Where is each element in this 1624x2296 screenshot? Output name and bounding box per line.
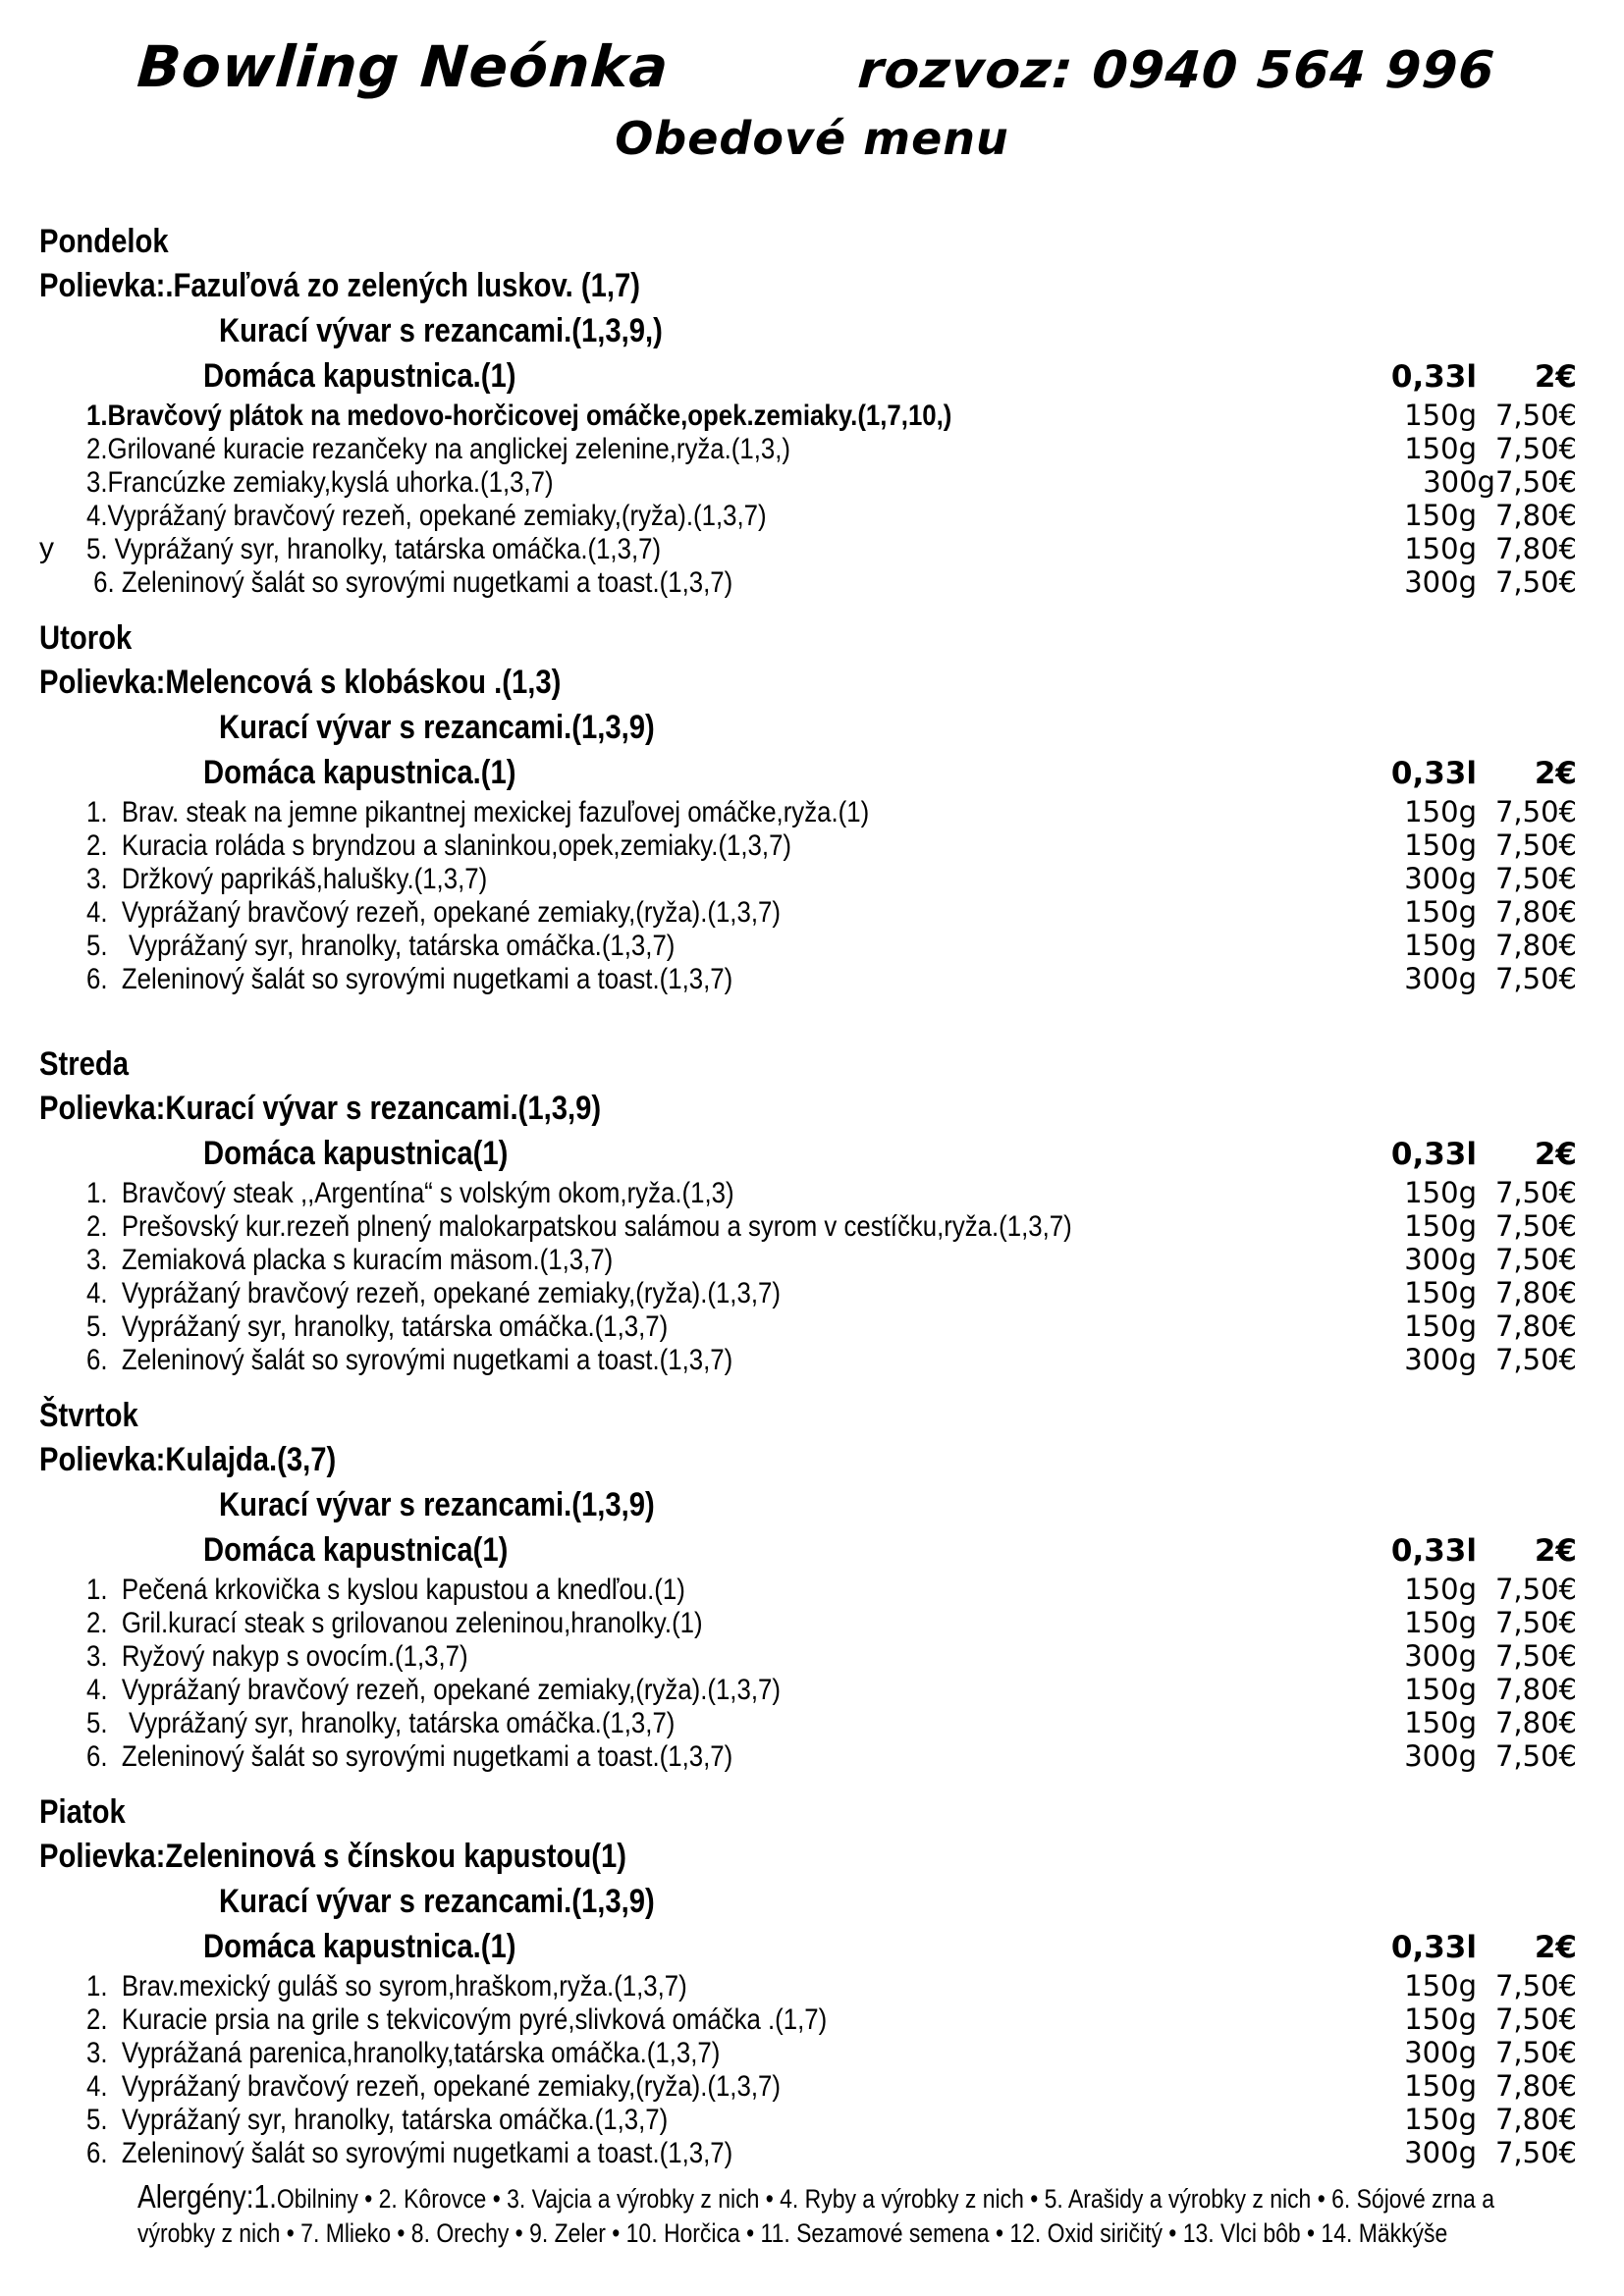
item-weight: 300g	[1423, 465, 1495, 499]
item-price: 7,50€	[1494, 565, 1577, 599]
item-text: 1.Bravčový plátok na medovo-horčicovej omáčke,opek.zemiaky.(1,7,10,)	[86, 400, 952, 432]
item-text: 3. Zemiaková placka s kuracím mäsom.(1,3,7)	[86, 1244, 614, 1276]
price-block	[1382, 1343, 1577, 1376]
item-price: 7,50€	[1494, 962, 1577, 995]
price-block	[1382, 962, 1577, 995]
price-block	[1382, 1132, 1577, 1177]
item-price: 7,50€	[1494, 862, 1577, 895]
item-price: 7,80€	[1494, 895, 1577, 929]
menu-title: Obedové menu	[615, 112, 1009, 165]
soup-price: 2€	[1534, 359, 1577, 395]
item-weight: 150g	[1404, 1309, 1477, 1343]
item-text: 1. Brav.mexický guláš so syrom,hraškom,ryža.(1,3,7)	[86, 1970, 687, 2002]
price-block	[1382, 828, 1577, 862]
soup-line	[39, 308, 1577, 353]
price-block	[1382, 1639, 1577, 1673]
menu-item	[39, 795, 1577, 828]
item-price: 7,80€	[1494, 2103, 1577, 2136]
item-weight: 150g	[1404, 2103, 1477, 2136]
item-price: 7,80€	[1494, 1309, 1577, 1343]
soup-volume: 0,33l	[1390, 359, 1477, 395]
soup-line	[39, 1086, 1577, 1131]
soup-name: Domáca kapustnica.(1)	[203, 357, 516, 395]
restaurant-name: Bowling Neónka	[135, 33, 672, 100]
menu-item	[39, 962, 1577, 995]
item-text: 5. Vyprážaný syr, hranolky, tatárska omáčka.(1,3,7)	[86, 1310, 669, 1343]
item-text: 4. Vyprážaný bravčový rezeň, opekané zemiaky,(ryža).(1,3,7)	[86, 896, 781, 929]
item-text: 2. Kuracia roláda s bryndzou a slaninkou,opek,zemiaky.(1,3,7)	[86, 829, 792, 862]
price-block	[1382, 2103, 1577, 2136]
soup-volume: 0,33l	[1390, 1533, 1477, 1569]
price-block	[1382, 862, 1577, 895]
soup-name: Polievka:.Fazuľová zo zelených luskov. (1,7)	[39, 267, 640, 304]
day-section-piatok	[39, 1790, 1577, 2169]
item-price: 7,50€	[1494, 2036, 1577, 2069]
item-price: 7,80€	[1494, 1706, 1577, 1739]
item-weight: 150g	[1404, 795, 1477, 828]
menu-item	[39, 1739, 1577, 1773]
soup-price: 2€	[1534, 1533, 1577, 1569]
menu-item	[39, 532, 1577, 565]
menu-item	[39, 1176, 1577, 1209]
item-price: 7,50€	[1494, 795, 1577, 828]
soup-name: Domáca kapustnica(1)	[203, 1531, 509, 1569]
item-weight: 300g	[1404, 962, 1477, 995]
price-block	[1382, 1925, 1577, 1970]
day-heading	[39, 220, 1577, 263]
item-weight: 300g	[1404, 1343, 1477, 1376]
item-price: 7,50€	[1494, 1243, 1577, 1276]
price-block	[1382, 1969, 1577, 2002]
item-text: 5. Vyprážaný syr, hranolky, tatárska omáčka.(1,3,7)	[86, 533, 662, 565]
price-block	[1382, 1528, 1577, 1574]
allergens-text	[137, 2179, 1556, 2251]
soup-name: Kurací vývar s rezancami.(1,3,9)	[219, 1883, 655, 1920]
menu-item	[39, 1969, 1577, 2002]
soup-line	[39, 353, 1577, 399]
menu-item	[39, 1673, 1577, 1706]
soup-line	[39, 1437, 1577, 1482]
item-price: 7,50€	[1494, 1176, 1577, 1209]
price-block	[1382, 532, 1577, 565]
soup-price: 2€	[1534, 756, 1577, 791]
item-price: 7,50€	[1494, 1606, 1577, 1639]
price-block	[1382, 2036, 1577, 2069]
item-text: 4. Vyprážaný bravčový rezeň, opekané zemiaky,(ryža).(1,3,7)	[86, 1674, 781, 1706]
price-block	[1382, 399, 1577, 432]
item-weight: 150g	[1404, 1969, 1477, 2002]
day-heading	[39, 1790, 1577, 1834]
soup-name: Domáca kapustnica.(1)	[203, 1928, 516, 1965]
item-text: 4. Vyprážaný bravčový rezeň, opekané zemiaky,(ryža).(1,3,7)	[86, 1277, 781, 1309]
menu-item	[39, 2002, 1577, 2036]
item-price: 7,50€	[1494, 1969, 1577, 2002]
menu-item	[39, 1209, 1577, 1243]
price-block	[1382, 1276, 1577, 1309]
allergens-first-number: 1.	[253, 2178, 277, 2215]
day-heading	[39, 1042, 1577, 1086]
item-text: 2. Kuracie prsia na grile s tekvicovým pyré,slivková omáčka .(1,7)	[86, 2003, 828, 2036]
soup-price: 2€	[1534, 1137, 1577, 1172]
item-text: 6. Zeleninový šalát so syrovými nugetkami a toast.(1,3,7)	[86, 963, 733, 995]
item-weight: 150g	[1404, 1706, 1477, 1739]
price-block	[1382, 565, 1577, 599]
soup-line	[39, 1527, 1577, 1573]
menu-item	[39, 1343, 1577, 1376]
price-block	[1382, 751, 1577, 796]
item-text: 4.Vyprážaný bravčový rezeň, opekané zemiaky,(ryža).(1,3,7)	[86, 500, 767, 532]
menu-item	[39, 2136, 1577, 2169]
item-weight: 300g	[1404, 2036, 1477, 2069]
item-text: 2. Prešovský kur.rezeň plnený malokarpatskou salámou a syrom v cestíčku,ryža.(1,3,7)	[86, 1210, 1072, 1243]
soup-name: Polievka:Kulajda.(3,7)	[39, 1441, 337, 1478]
item-weight: 300g	[1404, 1639, 1477, 1673]
day-heading	[39, 616, 1577, 660]
item-weight: 150g	[1404, 399, 1477, 432]
item-weight: 150g	[1404, 1573, 1477, 1606]
item-price: 7,50€	[1494, 2136, 1577, 2169]
menu-item	[39, 1243, 1577, 1276]
item-text: 1. Brav. steak na jemne pikantnej mexickej fazuľovej omáčke,ryža.(1)	[86, 796, 870, 828]
item-text: 5. Vyprážaný syr, hranolky, tatárska omáčka.(1,3,7)	[86, 2104, 669, 2136]
item-price: 7,50€	[1494, 1573, 1577, 1606]
price-block	[1382, 1739, 1577, 1773]
item-text: 4. Vyprážaný bravčový rezeň, opekané zemiaky,(ryža).(1,3,7)	[86, 2070, 781, 2103]
price-block	[1382, 354, 1577, 400]
item-weight: 150g	[1404, 2002, 1477, 2036]
item-text: 3.Francúzke zemiaky,kyslá uhorka.(1,3,7)	[86, 466, 554, 499]
soup-name: Domáca kapustnica.(1)	[203, 754, 516, 791]
item-text: 6. Zeleninový šalát so syrovými nugetkami a toast.(1,3,7)	[86, 1740, 733, 1773]
price-block	[1382, 1243, 1577, 1276]
item-weight: 300g	[1404, 2136, 1477, 2169]
menu-item	[39, 499, 1577, 532]
item-price: 7,50€	[1494, 1639, 1577, 1673]
day-section-stvrtok	[39, 1394, 1577, 1773]
menu-item	[39, 2036, 1577, 2069]
soup-name: Kurací vývar s rezancami.(1,3,9)	[219, 709, 655, 746]
soup-line	[39, 750, 1577, 795]
menu-item	[39, 1309, 1577, 1343]
item-text: 3. Ryžový nakyp s ovocím.(1,3,7)	[86, 1640, 468, 1673]
item-price: 7,80€	[1494, 2069, 1577, 2103]
soup-name: Kurací vývar s rezancami.(1,3,9)	[219, 1486, 655, 1523]
item-weight: 150g	[1404, 1276, 1477, 1309]
price-block	[1382, 1573, 1577, 1606]
soup-line	[39, 660, 1577, 705]
price-block	[1382, 1309, 1577, 1343]
item-price: 7,50€	[1494, 1209, 1577, 1243]
soup-line	[39, 1834, 1577, 1879]
soup-line	[39, 1924, 1577, 1969]
day-section-streda	[39, 1042, 1577, 1376]
item-price: 7,50€	[1494, 1739, 1577, 1773]
item-price: 7,80€	[1494, 929, 1577, 962]
day-section-pondelok	[39, 220, 1577, 599]
item-price: 7,50€	[1494, 2002, 1577, 2036]
menu-item	[39, 1573, 1577, 1606]
item-text: 1. Bravčový steak ,,Argentína“ s volským okom,ryža.(1,3)	[86, 1177, 734, 1209]
soup-volume: 0,33l	[1390, 756, 1477, 791]
item-text: 6. Zeleninový šalát so syrovými nugetkami a toast.(1,3,7)	[86, 1344, 733, 1376]
item-text: 5. Vyprážaný syr, hranolky, tatárska omáčka.(1,3,7)	[86, 1707, 676, 1739]
item-text: 6. Zeleninový šalát so syrovými nugetkami a toast.(1,3,7)	[86, 566, 733, 599]
item-price: 7,50€	[1494, 1343, 1577, 1376]
price-block	[1382, 1673, 1577, 1706]
menu-days	[0, 220, 1624, 2169]
item-price: 7,50€	[1494, 399, 1577, 432]
menu-item	[39, 895, 1577, 929]
menu-item	[39, 465, 1577, 499]
delivery-phone: rozvoz: 0940 564 996	[855, 41, 1497, 100]
margin-note: y	[39, 532, 54, 564]
item-weight: 150g	[1404, 499, 1477, 532]
price-block	[1382, 895, 1577, 929]
soup-name: Domáca kapustnica(1)	[203, 1135, 509, 1172]
allergens-label: Alergény:	[137, 2178, 254, 2215]
soup-price: 2€	[1534, 1930, 1577, 1965]
item-weight: 150g	[1404, 1606, 1477, 1639]
menu-item	[39, 1639, 1577, 1673]
soup-name: Polievka:Kurací vývar s rezancami.(1,3,9)	[39, 1090, 602, 1127]
day-heading-label: Utorok	[39, 619, 133, 657]
menu-item	[39, 862, 1577, 895]
soup-name: Polievka:Melencová s klobáskou .(1,3)	[39, 664, 562, 701]
soup-line	[39, 1131, 1577, 1176]
page-header	[0, 0, 1624, 100]
menu-item	[39, 399, 1577, 432]
day-heading-label: Streda	[39, 1045, 130, 1083]
item-weight: 150g	[1404, 929, 1477, 962]
soup-line	[39, 1482, 1577, 1527]
day-heading	[39, 1394, 1577, 1437]
item-text: 6. Zeleninový šalát so syrovými nugetkami a toast.(1,3,7)	[86, 2137, 733, 2169]
soup-volume: 0,33l	[1390, 1930, 1477, 1965]
item-weight: 150g	[1404, 1673, 1477, 1706]
menu-item	[39, 565, 1577, 599]
price-block	[1382, 2002, 1577, 2036]
item-weight: 150g	[1404, 828, 1477, 862]
item-price: 7,50€	[1494, 465, 1577, 499]
soup-name: Kurací vývar s rezancami.(1,3,9,)	[219, 312, 663, 349]
item-weight: 150g	[1404, 1209, 1477, 1243]
menu-item	[39, 2103, 1577, 2136]
item-text: 3. Držkový paprikáš,halušky.(1,3,7)	[86, 863, 488, 895]
item-text: 2.Grilované kuracie rezančeky na anglickej zelenine,ryža.(1,3,)	[86, 433, 791, 465]
soup-volume: 0,33l	[1390, 1137, 1477, 1172]
price-block	[1423, 465, 1577, 499]
item-weight: 300g	[1404, 1243, 1477, 1276]
menu-item	[39, 929, 1577, 962]
item-weight: 150g	[1404, 432, 1477, 465]
menu-item	[39, 1706, 1577, 1739]
price-block	[1382, 1209, 1577, 1243]
price-block	[1382, 795, 1577, 828]
item-price: 7,50€	[1494, 432, 1577, 465]
soup-line	[39, 1879, 1577, 1924]
menu-item	[39, 432, 1577, 465]
item-text: 3. Vyprážaná parenica,hranolky,tatárska omáčka.(1,3,7)	[86, 2037, 721, 2069]
price-block	[1382, 499, 1577, 532]
menu-item	[39, 1276, 1577, 1309]
item-price: 7,80€	[1494, 1276, 1577, 1309]
item-text: 1. Pečená krkovička s kyslou kapustou a knedľou.(1)	[86, 1574, 685, 1606]
item-weight: 150g	[1404, 895, 1477, 929]
price-block	[1382, 2136, 1577, 2169]
price-block	[1382, 1706, 1577, 1739]
item-price: 7,80€	[1494, 499, 1577, 532]
soup-name: Polievka:Zeleninová s čínskou kapustou(1)	[39, 1838, 626, 1875]
price-block	[1382, 1606, 1577, 1639]
soup-line	[39, 705, 1577, 750]
menu-item	[39, 1606, 1577, 1639]
price-block	[1382, 1176, 1577, 1209]
allergens-footer	[0, 2179, 1624, 2251]
soup-line	[39, 263, 1577, 308]
price-block	[1382, 432, 1577, 465]
item-weight: 300g	[1404, 565, 1477, 599]
allergens-list: Obilniny • 2. Kôrovce • 3. Vajcia a výrobky z nich • 4. Ryby a výrobky z nich • 5. Arašidy a výrobky z nich • 6. Sójové zrna a výrobky z nich • 7. Mlieko • 8. Orechy • 9. Zeler • 10. Horčica • 11. Sezamové semena • 12. Oxid siričitý • 13. Vlci bôb • 14. Mäkkýše	[137, 2184, 1494, 2248]
price-block	[1382, 2069, 1577, 2103]
menu-item	[39, 2069, 1577, 2103]
menu-item	[39, 828, 1577, 862]
day-heading-label: Piatok	[39, 1793, 126, 1831]
item-price: 7,80€	[1494, 1673, 1577, 1706]
item-weight: 150g	[1404, 532, 1477, 565]
item-weight: 300g	[1404, 1739, 1477, 1773]
item-weight: 300g	[1404, 862, 1477, 895]
day-heading-label: Pondelok	[39, 223, 169, 260]
item-text: 2. Gril.kurací steak s grilovanou zeleninou,hranolky.(1)	[86, 1607, 703, 1639]
day-section-utorok	[39, 616, 1577, 995]
day-heading-label: Štvrtok	[39, 1397, 138, 1434]
item-price: 7,80€	[1494, 532, 1577, 565]
item-text: 5. Vyprážaný syr, hranolky, tatárska omáčka.(1,3,7)	[86, 930, 676, 962]
item-weight: 150g	[1404, 1176, 1477, 1209]
item-price: 7,50€	[1494, 828, 1577, 862]
price-block	[1382, 929, 1577, 962]
item-weight: 150g	[1404, 2069, 1477, 2103]
